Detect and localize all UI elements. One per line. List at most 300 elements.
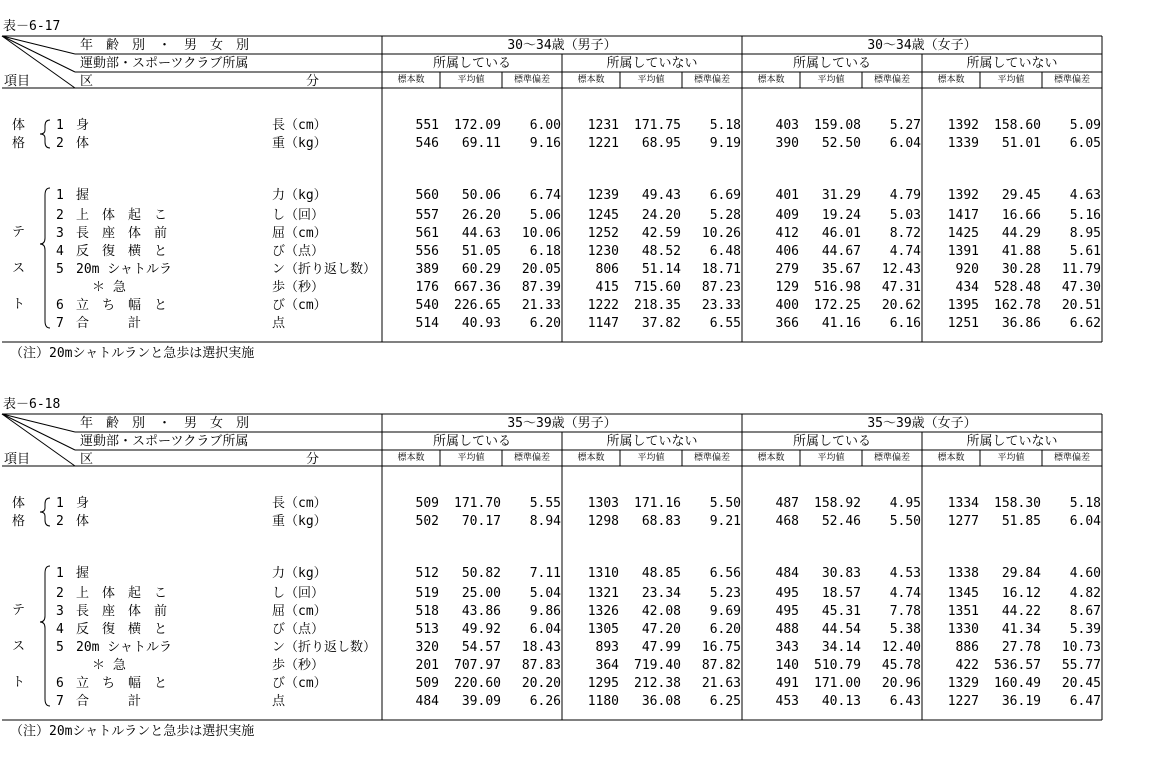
data-cell: 279	[775, 262, 799, 277]
data-cell: 434	[955, 280, 979, 295]
data-cell: 47.30	[1061, 280, 1101, 295]
row-category: テ	[12, 225, 26, 240]
data-cell: 35.67	[821, 262, 861, 277]
data-cell: 512	[415, 566, 439, 581]
data-cell: 48.85	[641, 566, 681, 581]
item-label: 項目	[4, 452, 31, 467]
data-cell: 1277	[947, 514, 979, 529]
row-unit: し（回）	[272, 208, 325, 223]
data-cell: 5.61	[1069, 244, 1101, 259]
data-cell: 9.21	[709, 514, 741, 529]
data-cell: 212.38	[634, 676, 681, 691]
data-cell: 44.63	[461, 226, 501, 241]
data-cell: 23.34	[641, 586, 681, 601]
data-cell: 4.63	[1069, 188, 1101, 203]
data-cell: 44.67	[821, 244, 861, 259]
data-cell: 400	[775, 298, 799, 313]
data-cell: 509	[415, 676, 439, 691]
data-cell: 160.49	[994, 676, 1041, 691]
row-name: 立 ち 幅 と	[76, 676, 168, 691]
stat-header: 平均値	[457, 75, 485, 85]
data-cell: 4.74	[889, 244, 921, 259]
data-cell: 560	[415, 188, 439, 203]
data-cell: 10.73	[1061, 640, 1101, 655]
data-cell: 1239	[587, 188, 619, 203]
data-cell: 1231	[587, 118, 619, 133]
data-cell: 1303	[587, 496, 619, 511]
table-id: 表－6-17	[3, 19, 61, 34]
data-cell: 18.71	[701, 262, 741, 277]
data-cell: 1392	[947, 118, 979, 133]
data-cell: 366	[775, 316, 799, 331]
row-category: ス	[12, 261, 26, 276]
data-cell: 5.27	[889, 118, 921, 133]
brace-icon	[40, 120, 50, 148]
data-cell: 4.53	[889, 566, 921, 581]
data-cell: 201	[415, 658, 439, 673]
stat-header: 標準偏差	[513, 453, 550, 463]
subgroup-header: 所属している	[792, 56, 871, 71]
stat-header: 平均値	[637, 453, 665, 463]
stat-header: 標準偏差	[1053, 453, 1090, 463]
stat-header: 平均値	[457, 453, 485, 463]
data-cell: 51.85	[1001, 514, 1041, 529]
data-cell: 4.79	[889, 188, 921, 203]
data-cell: 10.26	[701, 226, 741, 241]
data-cell: 18.57	[821, 586, 861, 601]
data-cell: 6.00	[529, 118, 561, 133]
data-cell: 528.48	[994, 280, 1041, 295]
row-number: 2	[56, 136, 64, 151]
data-cell: 561	[415, 226, 439, 241]
data-cell: 557	[415, 208, 439, 223]
row-number: 3	[56, 226, 64, 241]
data-cell: 6.26	[529, 694, 561, 709]
data-cell: 19.24	[821, 208, 861, 223]
data-cell: 6.18	[529, 244, 561, 259]
data-cell: 45.31	[821, 604, 861, 619]
data-cell: 158.30	[994, 496, 1041, 511]
row-category: 格	[12, 514, 26, 529]
data-cell: 1326	[587, 604, 619, 619]
stat-header: 標本数	[577, 75, 605, 85]
row-name: ＊ 急	[92, 280, 126, 295]
data-cell: 5.38	[889, 622, 921, 637]
row-name: 長 座 体 前	[76, 226, 168, 241]
data-cell: 5.55	[529, 496, 561, 511]
data-cell: 536.57	[994, 658, 1041, 673]
data-cell: 5.03	[889, 208, 921, 223]
data-cell: 16.75	[701, 640, 741, 655]
data-cell: 68.83	[641, 514, 681, 529]
data-cell: 1305	[587, 622, 619, 637]
data-cell: 158.60	[994, 118, 1041, 133]
row-number: 7	[56, 694, 64, 709]
data-cell: 29.45	[1001, 188, 1041, 203]
data-cell: 23.33	[701, 298, 741, 313]
group-header: 35～39歳（男子）	[507, 416, 617, 431]
data-cell: 51.01	[1001, 136, 1041, 151]
row-number: 2	[56, 514, 64, 529]
brace-icon	[40, 566, 50, 706]
data-cell: 69.11	[461, 136, 501, 151]
row-unit: 力（kg）	[272, 566, 327, 581]
row-name: 反 復 横 と	[76, 244, 168, 259]
row-unit: 屈（cm）	[272, 604, 327, 619]
table-rule	[2, 414, 75, 432]
data-cell: 546	[415, 136, 439, 151]
row-category: ス	[12, 639, 26, 654]
data-cell: 320	[415, 640, 439, 655]
subgroup-header: 所属していない	[606, 434, 698, 449]
row-name: 身	[76, 496, 90, 511]
row-unit: 重（kg）	[272, 136, 327, 151]
stat-header: 標本数	[577, 453, 605, 463]
data-cell: 176	[415, 280, 439, 295]
data-cell: 5.28	[709, 208, 741, 223]
data-cell: 24.20	[641, 208, 681, 223]
data-cell: 39.09	[461, 694, 501, 709]
data-cell: 9.86	[529, 604, 561, 619]
data-cell: 6.62	[1069, 316, 1101, 331]
table-note: （注）20mシャトルランと急歩は選択実施	[10, 724, 255, 739]
data-cell: 47.99	[641, 640, 681, 655]
data-cell: 70.17	[461, 514, 501, 529]
data-cell: 4.60	[1069, 566, 1101, 581]
data-cell: 220.60	[454, 676, 501, 691]
row-category: テ	[12, 603, 26, 618]
data-cell: 87.82	[701, 658, 741, 673]
data-cell: 21.63	[701, 676, 741, 691]
stat-header: 標本数	[757, 453, 785, 463]
data-cell: 6.74	[529, 188, 561, 203]
data-cell: 42.59	[641, 226, 681, 241]
data-cell: 488	[775, 622, 799, 637]
data-cell: 7.11	[529, 566, 561, 581]
row-category: ト	[12, 297, 26, 312]
data-cell: 49.92	[461, 622, 501, 637]
data-cell: 172.09	[454, 118, 501, 133]
data-cell: 5.18	[709, 118, 741, 133]
data-cell: 1338	[947, 566, 979, 581]
data-cell: 4.82	[1069, 586, 1101, 601]
row-name: 20m シャトルラ	[76, 262, 173, 277]
table-block-6-17	[0, 20, 1159, 360]
subgroup-header: 所属していない	[966, 56, 1058, 71]
ku-label: 区	[80, 452, 94, 467]
data-cell: 412	[775, 226, 799, 241]
row-unit: 屈（cm）	[272, 226, 327, 241]
data-cell: 719.40	[634, 658, 681, 673]
stat-header: 平均値	[997, 453, 1025, 463]
data-cell: 43.86	[461, 604, 501, 619]
row-unit: ン（折り返し数）	[272, 262, 377, 277]
table-rule	[2, 36, 75, 54]
data-cell: 52.50	[821, 136, 861, 151]
data-cell: 54.57	[461, 640, 501, 655]
data-cell: 1222	[587, 298, 619, 313]
data-cell: 1425	[947, 226, 979, 241]
row-unit: 歩（秒）	[272, 658, 325, 673]
data-cell: 29.84	[1001, 566, 1041, 581]
data-cell: 409	[775, 208, 799, 223]
data-cell: 484	[415, 694, 439, 709]
data-cell: 36.19	[1001, 694, 1041, 709]
data-cell: 20.05	[521, 262, 561, 277]
data-cell: 1330	[947, 622, 979, 637]
table-rule	[2, 36, 75, 72]
data-cell: 390	[775, 136, 799, 151]
data-cell: 87.39	[521, 280, 561, 295]
data-cell: 422	[955, 658, 979, 673]
data-cell: 1351	[947, 604, 979, 619]
data-cell: 31.29	[821, 188, 861, 203]
data-cell: 50.82	[461, 566, 501, 581]
data-cell: 41.16	[821, 316, 861, 331]
data-cell: 40.93	[461, 316, 501, 331]
data-cell: 6.20	[709, 622, 741, 637]
row-name: 上 体 起 こ	[76, 586, 168, 601]
data-cell: 44.54	[821, 622, 861, 637]
row-name: 長 座 体 前	[76, 604, 168, 619]
data-cell: 11.79	[1061, 262, 1101, 277]
row-unit: 重（kg）	[272, 514, 327, 529]
data-cell: 343	[775, 640, 799, 655]
data-cell: 41.34	[1001, 622, 1041, 637]
stat-header: 標準偏差	[873, 453, 910, 463]
stat-header: 平均値	[997, 75, 1025, 85]
data-cell: 30.83	[821, 566, 861, 581]
stat-header: 標本数	[937, 75, 965, 85]
data-cell: 16.12	[1001, 586, 1041, 601]
data-cell: 1221	[587, 136, 619, 151]
data-cell: 516.98	[814, 280, 861, 295]
row-number: 4	[56, 622, 64, 637]
data-cell: 8.67	[1069, 604, 1101, 619]
stat-header: 標本数	[397, 453, 425, 463]
data-cell: 6.05	[1069, 136, 1101, 151]
data-cell: 20.62	[881, 298, 921, 313]
data-cell: 9.16	[529, 136, 561, 151]
row-number: 6	[56, 676, 64, 691]
data-cell: 50.06	[461, 188, 501, 203]
data-cell: 41.88	[1001, 244, 1041, 259]
table-id: 表－6-18	[3, 397, 61, 412]
row-unit: び（点）	[272, 622, 325, 637]
data-cell: 510.79	[814, 658, 861, 673]
data-cell: 364	[595, 658, 619, 673]
stat-header: 標準偏差	[873, 75, 910, 85]
data-cell: 159.08	[814, 118, 861, 133]
data-cell: 4.95	[889, 496, 921, 511]
data-cell: 21.33	[521, 298, 561, 313]
group-header: 30～34歳（男子）	[507, 38, 617, 53]
row-unit: 長（cm）	[272, 496, 327, 511]
data-cell: 6.48	[709, 244, 741, 259]
data-cell: 46.01	[821, 226, 861, 241]
data-cell: 6.69	[709, 188, 741, 203]
data-cell: 45.78	[881, 658, 921, 673]
row-name: 上 体 起 こ	[76, 208, 168, 223]
data-cell: 415	[595, 280, 619, 295]
row-number: 5	[56, 640, 64, 655]
data-cell: 1329	[947, 676, 979, 691]
data-cell: 12.43	[881, 262, 921, 277]
data-cell: 20.51	[1061, 298, 1101, 313]
stat-header: 標準偏差	[1053, 75, 1090, 85]
bun-label: 分	[306, 452, 320, 467]
data-cell: 1345	[947, 586, 979, 601]
data-cell: 52.46	[821, 514, 861, 529]
data-cell: 1245	[587, 208, 619, 223]
data-cell: 26.20	[461, 208, 501, 223]
data-cell: 1147	[587, 316, 619, 331]
ku-label: 区	[80, 74, 94, 89]
row-unit: 点	[272, 694, 286, 709]
row-number: 1	[56, 188, 64, 203]
data-cell: 171.00	[814, 676, 861, 691]
row-unit: 歩（秒）	[272, 280, 325, 295]
data-cell: 12.40	[881, 640, 921, 655]
row-number: 1	[56, 496, 64, 511]
row-name: 立 ち 幅 と	[76, 298, 168, 313]
data-cell: 87.23	[701, 280, 741, 295]
data-cell: 5.39	[1069, 622, 1101, 637]
data-cell: 519	[415, 586, 439, 601]
data-cell: 60.29	[461, 262, 501, 277]
data-cell: 47.20	[641, 622, 681, 637]
data-cell: 6.43	[889, 694, 921, 709]
header-row1-label: 年 齢 別 ・ 男 女 別	[80, 38, 250, 53]
stat-header: 標本数	[757, 75, 785, 85]
data-cell: 513	[415, 622, 439, 637]
data-cell: 556	[415, 244, 439, 259]
data-cell: 1339	[947, 136, 979, 151]
data-cell: 18.43	[521, 640, 561, 655]
subgroup-header: 所属している	[432, 56, 511, 71]
stat-header: 標本数	[937, 453, 965, 463]
data-cell: 1298	[587, 514, 619, 529]
data-cell: 806	[595, 262, 619, 277]
data-cell: 42.08	[641, 604, 681, 619]
data-cell: 25.00	[461, 586, 501, 601]
data-cell: 37.82	[641, 316, 681, 331]
data-cell: 87.83	[521, 658, 561, 673]
data-cell: 502	[415, 514, 439, 529]
stat-header: 平均値	[637, 75, 665, 85]
data-cell: 551	[415, 118, 439, 133]
data-cell: 48.52	[641, 244, 681, 259]
data-cell: 518	[415, 604, 439, 619]
data-cell: 1310	[587, 566, 619, 581]
data-cell: 1395	[947, 298, 979, 313]
data-cell: 1230	[587, 244, 619, 259]
row-name: 20m シャトルラ	[76, 640, 173, 655]
row-name: 握	[76, 188, 90, 203]
group-header: 35～39歳（女子）	[867, 416, 977, 431]
data-cell: 47.31	[881, 280, 921, 295]
row-unit: し（回）	[272, 586, 325, 601]
row-category: 体	[12, 118, 26, 133]
row-category: ト	[12, 675, 26, 690]
brace-icon	[40, 188, 50, 328]
data-cell: 7.78	[889, 604, 921, 619]
data-cell: 5.06	[529, 208, 561, 223]
row-unit: び（cm）	[272, 676, 327, 691]
data-cell: 9.19	[709, 136, 741, 151]
data-cell: 1391	[947, 244, 979, 259]
data-cell: 171.75	[634, 118, 681, 133]
data-cell: 171.16	[634, 496, 681, 511]
data-cell: 5.50	[709, 496, 741, 511]
row-unit: 力（kg）	[272, 188, 327, 203]
row-name: ＊ 急	[92, 658, 126, 673]
row-unit: ン（折り返し数）	[272, 640, 377, 655]
row-number: 1	[56, 118, 64, 133]
data-cell: 171.70	[454, 496, 501, 511]
data-cell: 68.95	[641, 136, 681, 151]
data-cell: 495	[775, 586, 799, 601]
stat-header: 標準偏差	[693, 453, 730, 463]
data-cell: 6.56	[709, 566, 741, 581]
data-cell: 406	[775, 244, 799, 259]
row-number: 7	[56, 316, 64, 331]
data-cell: 715.60	[634, 280, 681, 295]
row-number: 2	[56, 208, 64, 223]
stat-header: 平均値	[817, 75, 845, 85]
data-cell: 6.04	[889, 136, 921, 151]
stat-header: 標本数	[397, 75, 425, 85]
table-note: （注）20mシャトルランと急歩は選択実施	[10, 346, 255, 361]
row-unit: び（点）	[272, 244, 325, 259]
data-cell: 49.43	[641, 188, 681, 203]
header-row1-label: 年 齢 別 ・ 男 女 別	[80, 416, 250, 431]
row-unit: 点	[272, 316, 286, 331]
data-cell: 162.78	[994, 298, 1041, 313]
data-cell: 1227	[947, 694, 979, 709]
data-cell: 20.20	[521, 676, 561, 691]
data-cell: 158.92	[814, 496, 861, 511]
data-cell: 55.77	[1061, 658, 1101, 673]
header-row2-label: 運動部・スポーツクラブ所属	[80, 434, 249, 449]
row-name: 握	[76, 566, 90, 581]
data-cell: 5.23	[709, 586, 741, 601]
data-cell: 5.18	[1069, 496, 1101, 511]
data-cell: 6.47	[1069, 694, 1101, 709]
data-cell: 514	[415, 316, 439, 331]
data-cell: 886	[955, 640, 979, 655]
data-cell: 172.25	[814, 298, 861, 313]
data-cell: 6.55	[709, 316, 741, 331]
subgroup-header: 所属している	[792, 434, 871, 449]
data-cell: 36.08	[641, 694, 681, 709]
data-cell: 16.66	[1001, 208, 1041, 223]
row-name: 体	[76, 136, 90, 151]
data-cell: 1321	[587, 586, 619, 601]
data-cell: 403	[775, 118, 799, 133]
row-category: 体	[12, 496, 26, 511]
data-cell: 1295	[587, 676, 619, 691]
data-cell: 5.04	[529, 586, 561, 601]
data-cell: 491	[775, 676, 799, 691]
data-cell: 1180	[587, 694, 619, 709]
data-cell: 468	[775, 514, 799, 529]
data-cell: 218.35	[634, 298, 681, 313]
row-number: 5	[56, 262, 64, 277]
subgroup-header: 所属している	[432, 434, 511, 449]
data-cell: 44.29	[1001, 226, 1041, 241]
data-cell: 5.50	[889, 514, 921, 529]
